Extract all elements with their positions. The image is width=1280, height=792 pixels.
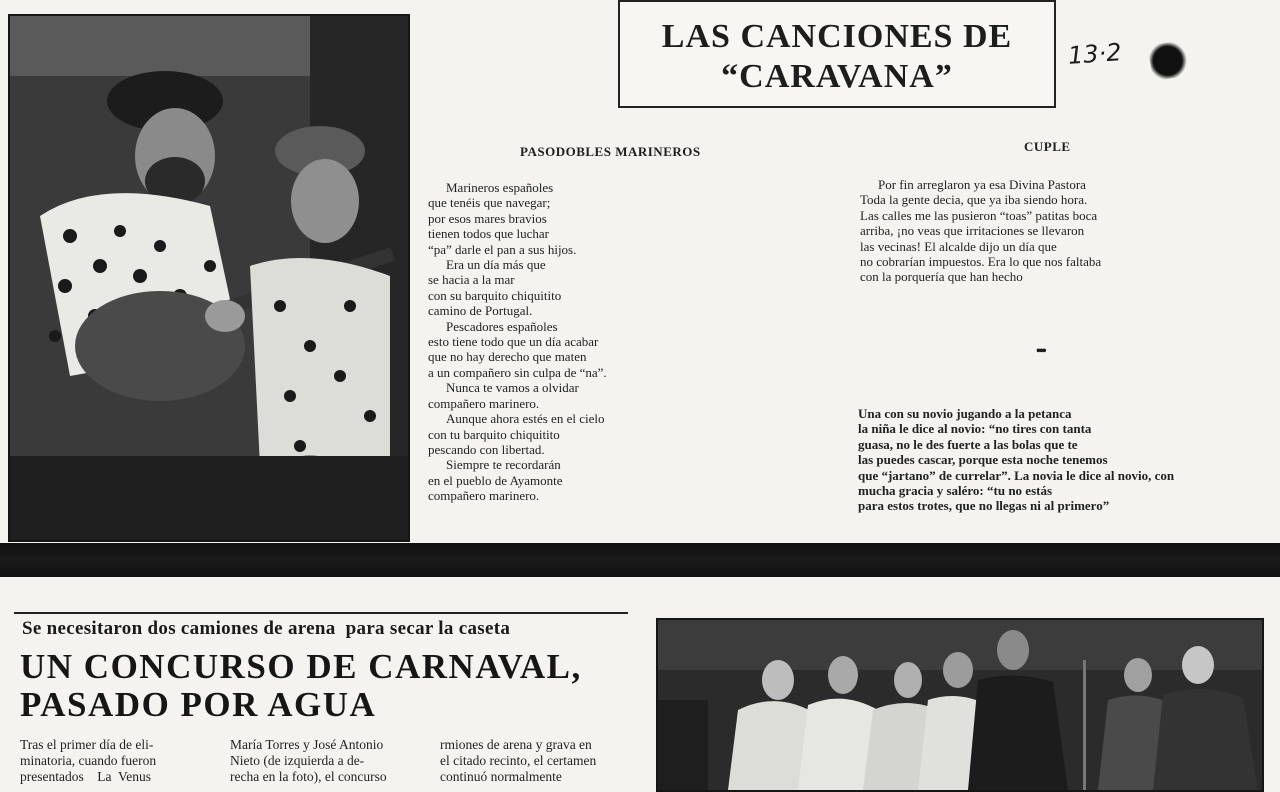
page-title xyxy=(662,17,1012,97)
text-line: Siempre te recordarán xyxy=(446,457,561,473)
text-line: Pescadores españoles xyxy=(446,318,558,334)
text-line: por esos mares bravios xyxy=(428,210,547,226)
text-line: que “jartano” de currelar”. La novia le dice al novio, con xyxy=(858,467,1175,483)
text-line: Las calles me las pusieron “toas” patitas boca xyxy=(860,207,1098,223)
article-column-2 xyxy=(230,737,416,785)
text-line: que no hay derecho que maten xyxy=(428,349,587,365)
text-line: con la porquería que han hecho xyxy=(860,269,1023,285)
title-box xyxy=(618,0,1056,108)
text-line: compañero marinero. xyxy=(428,395,540,411)
text-line: para estos trotes, que no llegas ni al primero” xyxy=(858,498,1110,514)
article-line: el citado recinto, el certamen xyxy=(440,753,597,768)
article-line: continuó normalmente xyxy=(440,769,562,784)
headline-line-1: UN CONCURSO DE CARNAVAL, xyxy=(20,647,582,686)
page-divider xyxy=(0,543,1280,577)
text-line: Era un día más que xyxy=(446,257,546,273)
article-column-1 xyxy=(20,737,206,785)
text-line: esto tiene todo que un día acabar xyxy=(428,334,599,350)
article-line: presentados La Venus xyxy=(20,769,151,784)
text-line: Nunca te vamos a olvidar xyxy=(446,380,579,396)
title-line-2: “CARAVANA” xyxy=(721,58,953,95)
article-line: María Torres y José Antonio xyxy=(230,737,384,752)
carnival-stage-photo xyxy=(656,618,1264,792)
text-line: Por fin arreglaron ya esa Divina Pastora xyxy=(878,177,1086,192)
handwritten-date: 13·2 xyxy=(1067,38,1123,70)
text-line: las puedes cascar, porque esta noche tenemos xyxy=(858,452,1108,468)
text-line: compañero marinero. xyxy=(428,488,540,504)
poem1-heading: PASODOBLES MARINEROS xyxy=(520,144,701,159)
text-line: se hacia a la mar xyxy=(428,272,515,288)
poem1-body xyxy=(428,180,607,504)
article-subhead: Se necesitaron dos camiones de arena para secar la caseta xyxy=(22,618,511,639)
text-line: Aunque ahora estés en el cielo xyxy=(446,411,605,427)
poem2-heading: CUPLE xyxy=(1024,139,1071,154)
poem2-stanza-1 xyxy=(860,177,1101,285)
musicians-photo xyxy=(8,14,410,542)
stanza-separator: ••• xyxy=(1036,344,1045,359)
article-line: Tras el primer día de eli- xyxy=(20,737,154,752)
text-line: la niña le dice al novio: “no tires con tanta xyxy=(858,421,1092,437)
article-line: recha en la foto), el concurso xyxy=(230,769,387,784)
text-line: las vecinas! El alcalde dijo un día que xyxy=(860,238,1057,254)
text-line: que tenéis que navegar; xyxy=(428,195,551,211)
text-line: Marineros españoles xyxy=(446,180,554,195)
title-line-1: LAS CANCIONES DE xyxy=(661,18,1013,55)
article-headline xyxy=(20,648,640,724)
article-top-rule xyxy=(14,612,628,614)
text-line: guasa, no le des fuerte a las bolas que te xyxy=(858,436,1078,452)
article-line: minatoria, cuando fueron xyxy=(20,753,157,768)
text-line: camino de Portugal. xyxy=(428,303,533,319)
text-line: en el pueblo de Ayamonte xyxy=(428,472,563,488)
article-line: Nieto (de izquierda a de- xyxy=(230,753,365,768)
text-line: Toda la gente decia, que ya iba siendo hora. xyxy=(860,192,1088,208)
text-line: con su barquito chiquitito xyxy=(428,287,562,303)
text-line: arriba, ¡no veas que irritaciones se llevaron xyxy=(860,223,1085,239)
headline-line-2: PASADO POR AGUA xyxy=(20,685,377,724)
ink-blot xyxy=(1147,38,1197,81)
text-line: pescando con libertad. xyxy=(428,441,545,457)
text-line: Una con su novio jugando a la petanca xyxy=(858,406,1072,421)
musicians-photo-graphic xyxy=(10,16,408,540)
poem2-stanza-2 xyxy=(858,406,1174,514)
text-line: a un compañero sin culpa de “na”. xyxy=(428,364,607,380)
carnival-stage-photo-graphic xyxy=(658,620,1262,790)
text-line: “pa” darle el pan a sus hijos. xyxy=(428,241,577,257)
text-line: con tu barquito chiquitito xyxy=(428,426,560,442)
text-line: no cobrarían impuestos. Era lo que nos faltaba xyxy=(860,254,1102,270)
text-line: mucha gracia y saléro: “tu no estás xyxy=(858,483,1053,499)
article-column-3 xyxy=(440,737,626,785)
text-line: tienen todos que luchar xyxy=(428,226,549,242)
article-line: rmiones de arena y grava en xyxy=(440,737,592,752)
